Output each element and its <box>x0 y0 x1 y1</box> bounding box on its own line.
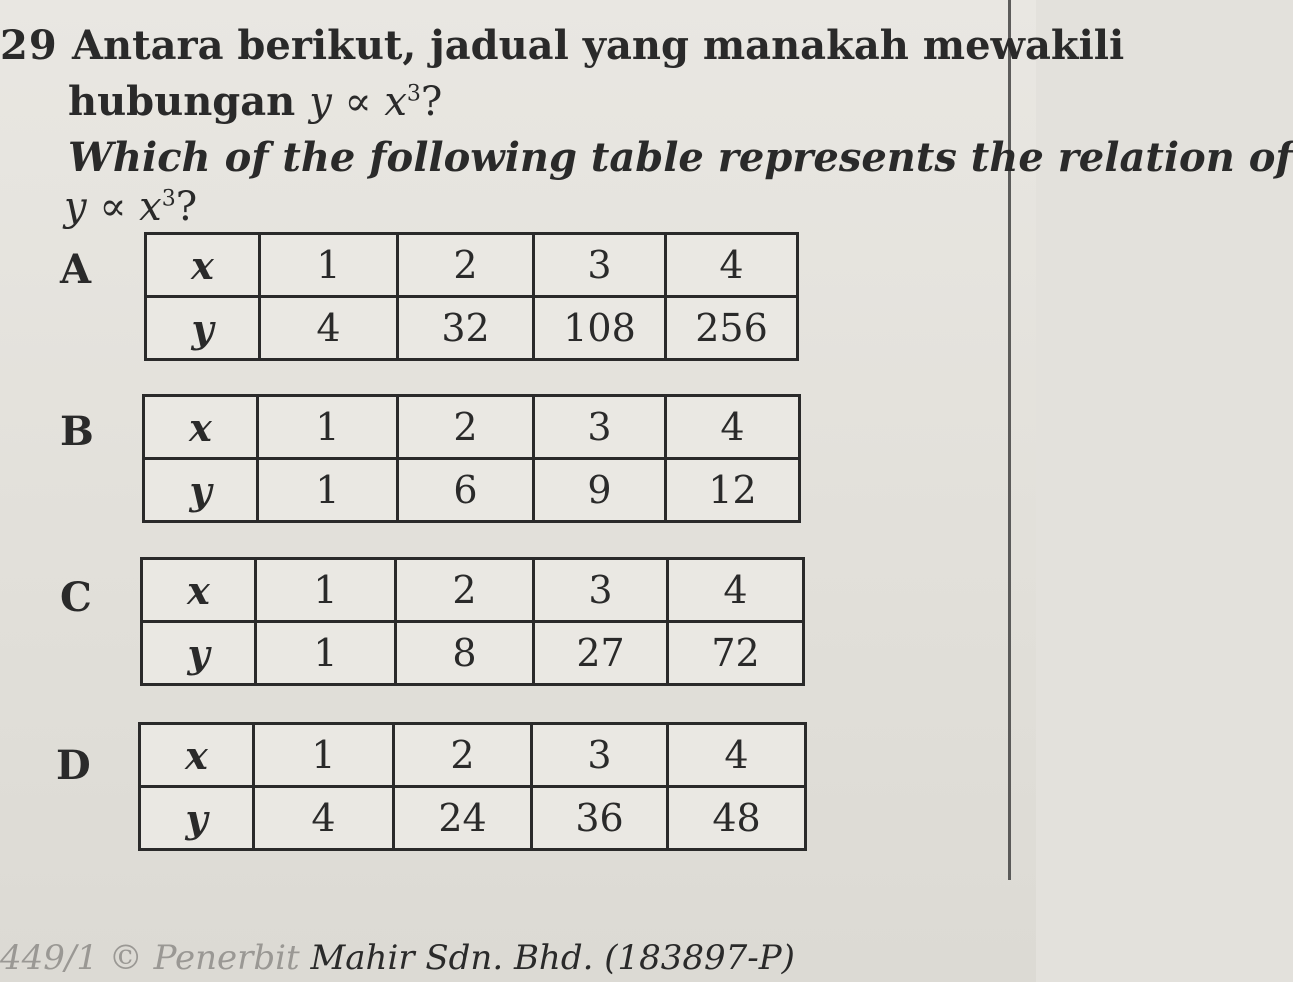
table-row-y <box>144 459 800 522</box>
option-c-label[interactable]: C <box>60 574 92 621</box>
table-cell: 72 <box>668 622 804 685</box>
table-cell: 2 <box>394 724 532 787</box>
option-a-table <box>144 232 799 361</box>
table-cell: y <box>142 622 256 685</box>
relation-exponent: 3 <box>406 81 421 107</box>
table-cell: 3 <box>534 559 668 622</box>
table-cell: 4 <box>260 297 398 360</box>
option-b-label[interactable]: B <box>60 408 94 455</box>
relation-x-en: x <box>139 184 162 230</box>
table-cell: 256 <box>666 297 798 360</box>
option-d-label[interactable]: D <box>56 742 91 789</box>
table-cell: 2 <box>396 559 534 622</box>
question-english-line-1: Which of the following table represents the relation of <box>68 134 1293 181</box>
question-malay-hubungan: hubungan <box>68 78 310 125</box>
table-cell: 32 <box>398 297 534 360</box>
relation-question-mark-en: ? <box>175 184 198 230</box>
page-footer <box>0 938 795 978</box>
table-cell: y <box>144 459 258 522</box>
table-cell: 4 <box>666 396 800 459</box>
table-cell: 1 <box>254 724 394 787</box>
relation-y-en: y <box>64 184 87 230</box>
table-row-x <box>142 559 804 622</box>
table-cell: 3 <box>534 396 666 459</box>
table-row-y <box>146 297 798 360</box>
table-cell: 27 <box>534 622 668 685</box>
table-cell: 4 <box>254 787 394 850</box>
table-cell: 4 <box>668 724 806 787</box>
table-cell: 4 <box>668 559 804 622</box>
table-cell: 24 <box>394 787 532 850</box>
question-number: 29 <box>0 22 58 69</box>
table-row-y <box>140 787 806 850</box>
table-cell: 3 <box>534 234 666 297</box>
option-a-label[interactable]: A <box>60 246 92 293</box>
table-cell: 9 <box>534 459 666 522</box>
table-cell: 8 <box>396 622 534 685</box>
table-cell: x <box>144 396 258 459</box>
table-cell: 12 <box>666 459 800 522</box>
table-cell: x <box>142 559 256 622</box>
table-cell: 2 <box>398 396 534 459</box>
question-english-line-2 <box>64 184 197 230</box>
table-row-x <box>146 234 798 297</box>
table-cell: 1 <box>256 622 396 685</box>
footer-prefix: 449/1 © Penerbit <box>0 938 300 978</box>
table-cell: y <box>146 297 260 360</box>
table-cell: x <box>146 234 260 297</box>
table-cell: 36 <box>532 787 668 850</box>
option-c-table <box>140 557 805 686</box>
relation-exponent-en: 3 <box>161 186 176 212</box>
table-cell: 1 <box>260 234 398 297</box>
relation-proportional-symbol-en: ∝ <box>99 184 127 230</box>
table-cell: 4 <box>666 234 798 297</box>
relation-x: x <box>384 79 407 125</box>
table-cell: 6 <box>398 459 534 522</box>
table-cell: x <box>140 724 254 787</box>
relation-proportional-symbol: ∝ <box>344 79 372 125</box>
table-cell: 1 <box>258 396 398 459</box>
table-cell: 1 <box>258 459 398 522</box>
option-b-table <box>142 394 801 523</box>
table-cell: 48 <box>668 787 806 850</box>
question-malay-line-1: Antara berikut, jadual yang manakah mewakili <box>72 22 1125 69</box>
table-row-x <box>140 724 806 787</box>
table-cell: 1 <box>256 559 396 622</box>
question-malay-line-2 <box>68 78 442 125</box>
page-margin-rule <box>1008 0 1011 880</box>
table-cell: 3 <box>532 724 668 787</box>
relation-y: y <box>309 79 332 125</box>
table-row-x <box>144 396 800 459</box>
footer-publisher: Mahir Sdn. Bhd. (183897-P) <box>299 938 795 978</box>
table-cell: 108 <box>534 297 666 360</box>
table-row-y <box>142 622 804 685</box>
option-d-table <box>138 722 807 851</box>
table-cell: 2 <box>398 234 534 297</box>
relation-question-mark: ? <box>420 79 443 125</box>
table-cell: y <box>140 787 254 850</box>
